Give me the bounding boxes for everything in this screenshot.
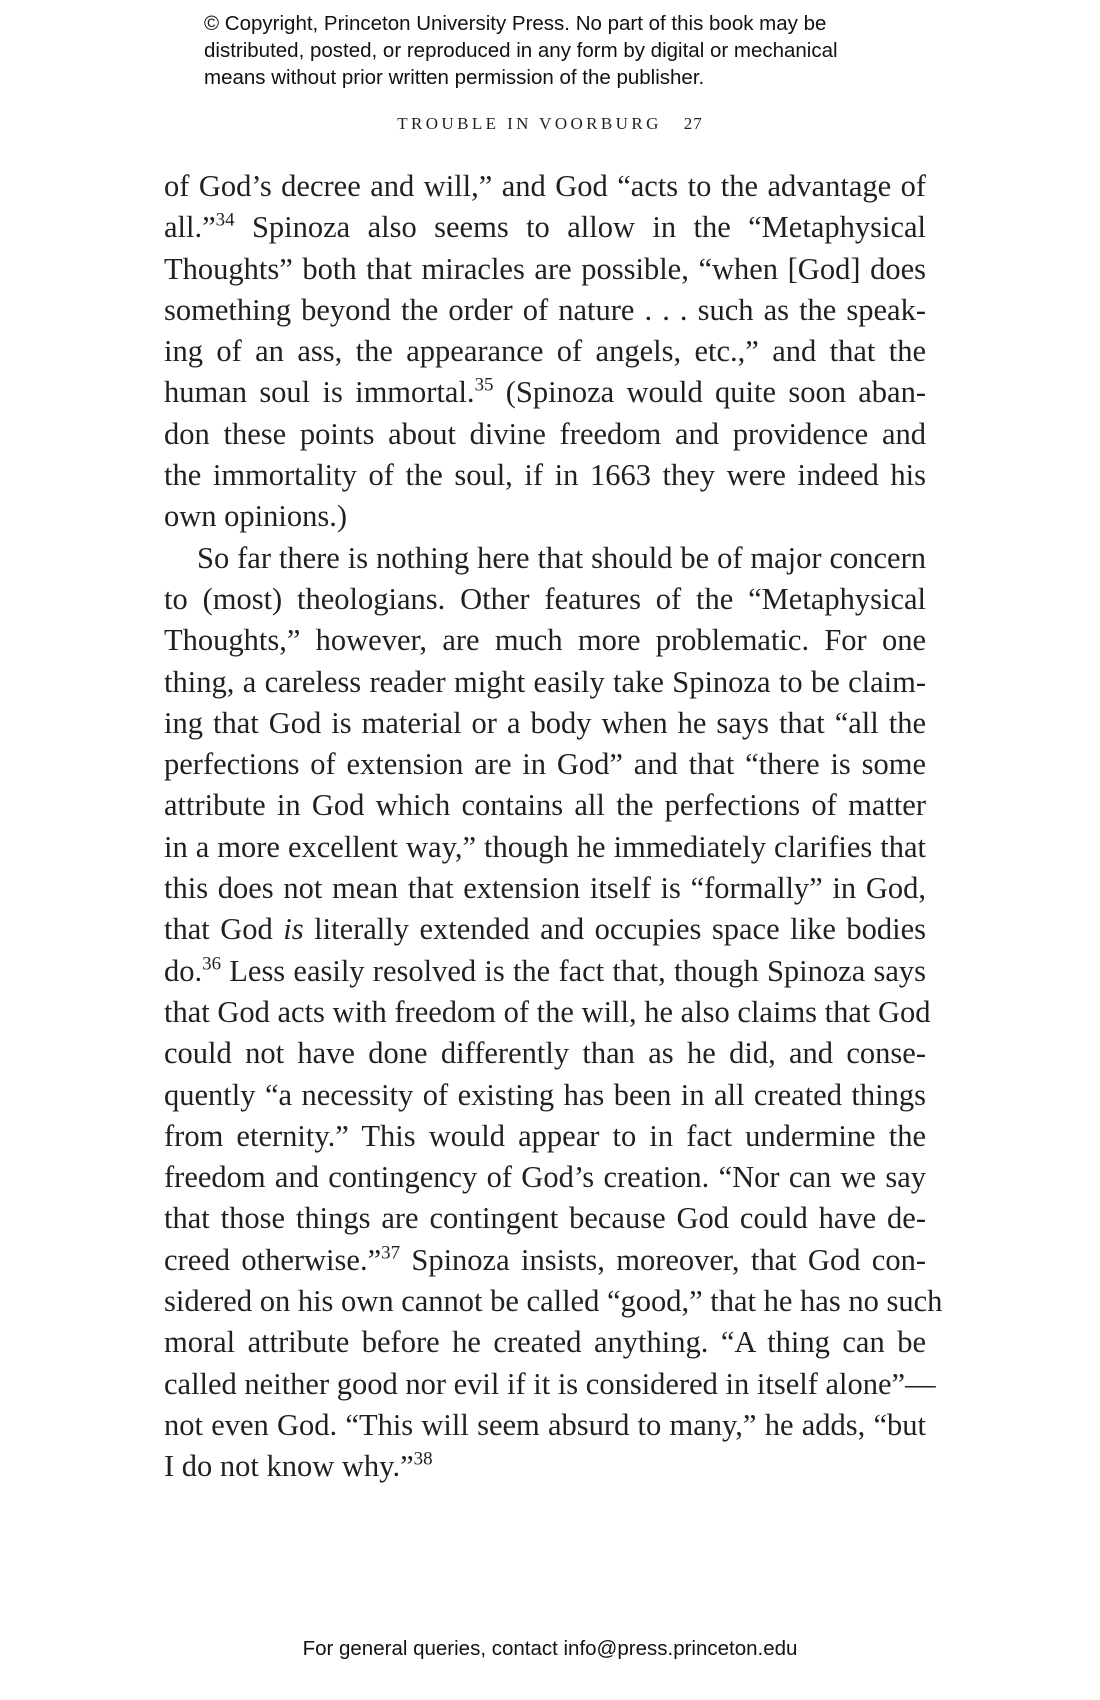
text-line: do.$^{36}$ Less easily resolved is the fact that, though Spinoza says	[164, 952, 926, 988]
footnote-ref: 37	[381, 1242, 401, 1263]
text-line: freedom and contingency of God’s creation. “Nor can we say	[164, 1160, 926, 1195]
page-number: 27	[683, 114, 703, 133]
text-line: So far there is nothing here that should be of major concern	[197, 540, 926, 575]
text-line: Thoughts,” however, are much more problematic. For one	[164, 623, 926, 658]
text-line: that God acts with freedom of the will, he also claims that God	[164, 994, 931, 1029]
body-text	[164, 166, 943, 1488]
text-line: own opinions.)	[164, 499, 347, 534]
copyright-line: © Copyright, Princeton University Press. No part of this book may be	[204, 12, 827, 35]
copyright-line: means without prior written permission of the publisher.	[204, 66, 705, 89]
text-line: creed otherwise.”$^{37}$ Spinoza insists, moreover, that God con-	[164, 1242, 926, 1277]
running-head	[0, 114, 1100, 134]
emphasis: is	[283, 912, 304, 947]
text-line: that those things are contingent because God could have de-	[164, 1201, 926, 1236]
footnote-ref: 38	[413, 1448, 433, 1470]
text-line: that God is literally extended and occupies space like bodies	[164, 912, 927, 947]
text-line: in a more excellent way,” though he immediately clarifies that	[164, 829, 926, 864]
text-line: attribute in God which contains all the perfections of matter	[164, 788, 926, 823]
text-line: to (most) theologians. Other features of the “Metaphysical	[164, 581, 926, 616]
text-line: called neither good nor evil if it is considered in itself alone”—	[164, 1366, 936, 1401]
text-line: this does not mean that extension itself is “formally” in God,	[164, 871, 926, 906]
text-line: something beyond the order of nature . . . such as the speak-	[164, 292, 926, 327]
text-line: quently “a necessity of existing has been in all created things	[164, 1077, 926, 1112]
text-line: the immortality of the soul, if in 1663 they were indeed his	[164, 458, 926, 493]
text-line: ing that God is material or a body when he says that “all the	[164, 705, 926, 740]
footnote-ref: 36	[202, 952, 222, 974]
text-line: human soul is immortal.$^{35}$ (Spinoza would quite soon aban-	[164, 374, 926, 410]
text-line: from eternity.” This would appear to in fact undermine the	[164, 1118, 926, 1153]
copyright-line: distributed, posted, or reproduced in any form by digital or mechanical	[204, 39, 838, 62]
text-line: of God’s decree and will,” and God “acts to the advantage of	[164, 169, 926, 203]
footnote-ref: 35	[474, 374, 494, 396]
copyright-notice	[204, 10, 964, 91]
text-line: sidered on his own cannot be called “good,” that he has no such	[164, 1284, 943, 1319]
text-line: don these points about divine freedom and providence and	[164, 416, 926, 451]
text-line: all.”$^{34}$ Spinoza also seems to allow in the “Metaphysical	[164, 209, 926, 245]
text-line: thing, a careless reader might easily take Spinoza to be claim-	[164, 664, 926, 699]
footnote-ref: 34	[215, 209, 235, 231]
text-line: could not have done differently than as he did, and conse-	[164, 1036, 926, 1071]
text-line: perfections of extension are in God” and that “there is some	[164, 747, 926, 782]
running-head-title: TROUBLE IN VOORBURG	[397, 114, 662, 133]
text-line: ing of an ass, the appearance of angels, etc.,” and that the	[164, 334, 926, 369]
text-line: I do not know why.”$^{38}$	[164, 1448, 433, 1484]
contact-footer: For general queries, contact info@press.princeton.edu	[302, 1637, 798, 1660]
text-line: moral attribute before he created anything. “A thing can be	[164, 1325, 926, 1360]
text-line: not even God. “This will seem absurd to many,” he adds, “but	[164, 1407, 926, 1442]
text-line: Thoughts” both that miracles are possible, “when [God] does	[164, 251, 926, 286]
